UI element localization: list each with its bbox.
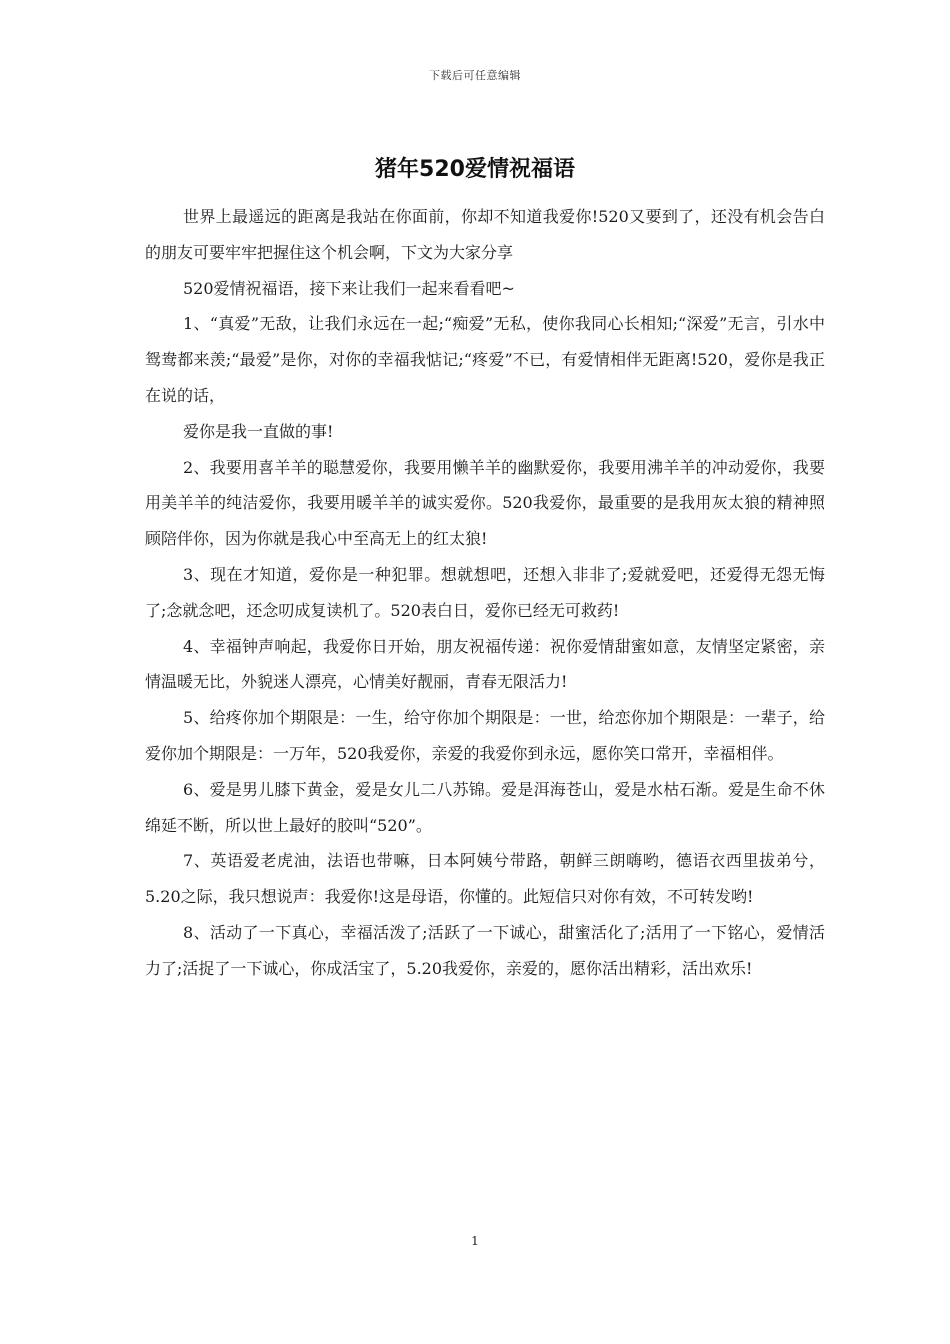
paragraph-item-5: 5、给疼你加个期限是：一生，给守你加个期限是：一世，给恋你加个期限是：一辈子，给爱你加个期限是：一万年，520我爱你，亲爱的我爱你到永远，愿你笑口常开，幸福相伴。 [145,708,825,763]
paragraph-item-1: 1、“真爱”无敌，让我们永远在一起;“痴爱”无私，使你我同心长相知;“深爱”无言，引水中鸳鸯都来羡;“最爱”是你，对你的幸福我惦记;“疼爱”不已，有爱情相伴无距离!520，爱你是我正在说的话， [145,314,825,405]
header-note: 下载后可任意编辑 [429,69,521,82]
page-number: 1 [471,1234,479,1248]
document-body [145,199,825,987]
paragraph-item-1-continued: 爱你是我一直做的事! [183,421,334,441]
paragraph-item-6: 6、爱是男儿膝下黄金，爱是女儿二八苏锦。爱是洱海苍山，爱是水枯石渐。爱是生命不休绵延不断，所以世上最好的胶叫“520”。 [145,779,825,835]
paragraph-item-7: 7、英语爱老虎油，法语也带嘛，日本阿姨兮带路，朝鲜三朗嗨哟，德语衣西里拔弟兮，5.20之际，我只想说声：我爱你!这是母语，你懂的。此短信只对你有效，不可转发哟! [145,851,825,907]
paragraph-intro: 世界上最遥远的距离是我站在你面前，你却不知道我爱你!520又要到了，还没有机会告白的朋友可要牢牢把握住这个机会啊，下文为大家分享 [145,207,825,262]
paragraph-item-2: 2、我要用喜羊羊的聪慧爱你，我要用懒羊羊的幽默爱你，我要用沸羊羊的冲动爱你，我要用美羊羊的纯洁爱你，我要用暖羊羊的诚实爱你。520我爱你，最重要的是我用灰太狼的精神照顾陪伴你，因为你就是我心中至高无上的红太狼! [145,457,825,549]
document-title: 猪年520爱情祝福语 [375,157,575,182]
paragraph-lead-in: 520爱情祝福语，接下来让我们一起来看看吧~ [183,278,515,298]
paragraph-item-3: 3、现在才知道，爱你是一种犯罪。想就想吧，还想入非非了;爱就爱吧，还爱得无怨无悔了;念就念吧，还念叨成复读机了。520表白日，爱你已经无可救药! [145,564,825,620]
paragraph-item-4: 4、幸福钟声响起，我爱你日开始，朋友祝福传递：祝你爱情甜蜜如意，友情坚定紧密，亲情温暖无比，外貌迷人漂亮，心情美好靓丽，青春无限活力! [145,636,825,692]
paragraph-item-8: 8、活动了一下真心，幸福活泼了;活跃了一下诚心，甜蜜活化了;活用了一下铭心，爱情活力了;活捉了一下诚心，你成活宝了，5.20我爱你，亲爱的，愿你活出精彩，活出欢乐! [145,922,825,978]
